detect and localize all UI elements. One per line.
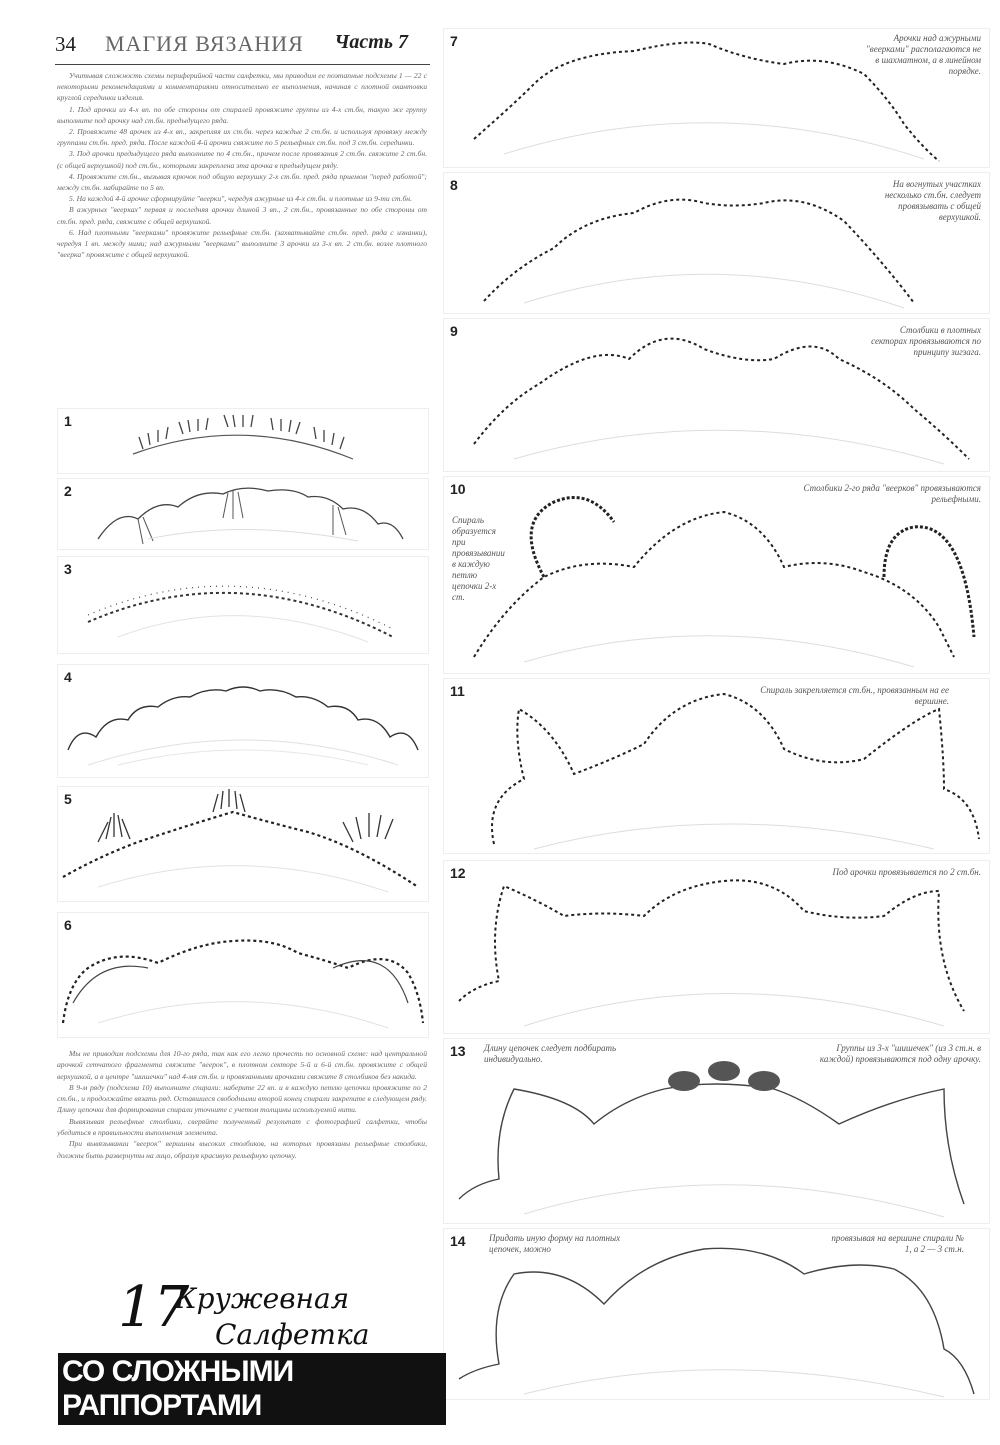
panel-number: 5 <box>64 791 72 807</box>
crochet-diagram <box>58 479 428 549</box>
diagram-panel-9 <box>443 318 990 472</box>
panel-note: провязывая на вершине спирали № 1, а 2 — 3 ст.н. <box>831 1233 964 1254</box>
panel-note: На вогнутых участках несколько ст.бн. следует провязывать с общей верхушкой. <box>884 179 981 222</box>
panel-note: Группы из 3-х "шишечек" (из 3 ст.н. в каждой) провязываются под одну арочку. <box>819 1043 981 1064</box>
panel-number: 8 <box>450 177 458 193</box>
bottom-text <box>57 1048 427 1280</box>
paragraph: 6. Над плотными "веерками" провяжите рельефные ст.бн. (захватывайте ст.бн. пред. ряда с изнанки), чередуя 1 вп. между ними; над ажурными "веерками" выполните 3 арочки из 3-х вп. 2 ст.бн. возле плотного "веерка" провяжите с общей верхушкой. <box>57 227 427 260</box>
crochet-diagram <box>58 557 428 653</box>
crochet-diagram <box>58 787 428 901</box>
diagram-panel-3 <box>57 556 429 654</box>
panel-note-left: Придать иную форму на плотных цепочек, можно <box>489 1233 621 1254</box>
panel-number: 10 <box>450 481 466 497</box>
panel-number: 13 <box>450 1043 466 1059</box>
title-line-1: Кружевная <box>175 1282 350 1315</box>
paragraph: При вывязывании "веерок" вершины высоких столбиков, на которых провязаны рельефные столбики, должны быть развернуты на лицо, образуя красивую рельефную цепочку. <box>57 1139 427 1160</box>
paragraph: Мы не приводим подсхемы для 10-го ряда, так как его легко прочесть по основной схеме: над центральной арочкой сетчатого фрагмента свяжите "веерок", в плотном секторе 5-й и 6-й ст.бн. провяжите с общей верхушкой, а в центре "шишечки" над 4-мя ст.бн. и провязанными арочками свяжите 8 столбиков без накида. <box>57 1049 427 1081</box>
magazine-title: МАГИЯ ВЯЗАНИЯ <box>105 31 304 56</box>
diagram-panel-10 <box>443 476 990 674</box>
crochet-diagram <box>58 409 428 473</box>
diagram-panel-1 <box>57 408 429 474</box>
panel-note: Спираль закрепляется ст.бн., провязанным на ее вершине. <box>760 685 949 706</box>
diagram-panel-4 <box>57 664 429 778</box>
panel-number: 12 <box>450 865 466 881</box>
panel-number: 1 <box>64 413 72 429</box>
intro-text <box>57 70 427 400</box>
panel-number: 7 <box>450 33 458 49</box>
panel-number: 4 <box>64 669 72 685</box>
title-number: 17 <box>118 1275 190 1340</box>
panel-number: 3 <box>64 561 72 577</box>
panel-number: 11 <box>450 683 465 699</box>
page-header <box>55 28 430 65</box>
panel-note: Столбики 2-го ряда "веерков" провязываются рельефными. <box>803 483 981 504</box>
diagram-panel-14 <box>443 1228 990 1400</box>
paragraph: 5. На каждой 4-й арочке сформируйте "веерки", чередуя ажурные из 4-х ст.бн. и плотные из 9-ти ст.бн. <box>69 194 412 204</box>
diagram-panel-11 <box>443 678 990 854</box>
paragraph: 1. Под арочки из 4-х вп. по обе стороны от спиралей провяжите группы из 4-х ст.бн, такую же группу выполните под арочку над ст.бн. предыдущего ряда. <box>57 104 427 125</box>
panel-side-note: Спираль образуется при провязывании в каждую петлю цепочки 2-х ст. <box>452 515 505 602</box>
panel-note: Арочки над ажурными "веерками" располагаются не в шахматном, а в линейном порядке. <box>866 33 981 76</box>
diagram-panel-7 <box>443 28 990 168</box>
crochet-diagram <box>444 477 989 673</box>
diagram-panel-2 <box>57 478 429 550</box>
diagram-panel-5 <box>57 786 429 902</box>
title-line-2: Салфетка <box>215 1318 370 1351</box>
paragraph: В 9-м ряду (подсхема 10) выполните спирали: наберите 22 вп. и в каждую петлю цепочки провяжите по 2 ст.бн., и продолжайте вязать ряд. Оставшиеся свободными второй конец спирали закрепите в следующем ряду. Длину цепочки для формирования спирали уточните с учетом толщины используемой нити. <box>57 1082 427 1115</box>
diagram-panel-13 <box>443 1038 990 1224</box>
part-label: Часть 7 <box>334 31 408 53</box>
title-line-3: СО СЛОЖНЫМИ РАППОРТАМИ <box>58 1353 446 1425</box>
paragraph: Вывязывая рельефные столбики, сверяйте полученный результат с фотографией салфетки, чтобы убедиться в правильности выполнения элемента. <box>57 1116 427 1138</box>
diagram-panel-8 <box>443 172 990 314</box>
diagram-panel-12 <box>443 860 990 1034</box>
crochet-diagram <box>444 861 989 1033</box>
crochet-diagram <box>58 913 428 1037</box>
paragraph: 4. Провяжите ст.бн., вызывая крючок под общую верхушку 2-х ст.бн. пред. ряда приемом "перед работой"; между ст.бн. набирайте по 5 вп. <box>57 171 427 193</box>
paragraph: 2. Провяжите 48 арочек из 4-х вп., закрепляя их ст.бн. через каждые 2 ст.бн. и используя провязку между группами ст.бн. пред. ряда. После каждой 4-й арочки свяжите по 5 рельефных ст.бн. под 3 ст.бн. серединки. <box>57 127 427 148</box>
paragraph: В ажурных "веерках" первая и последняя арочки длиной 3 вп., 2 ст.бн., провязанные по обе стороны от ст.бн. пред. ряда, свяжите с общей верхушкой. <box>57 205 427 226</box>
paragraph: Учитывая сложность схемы периферийной части салфетки, мы приводим ее поэтапные подсхемы 1 — 22 с некоторыми рекомендациями и комментариями относительно ее выполнения, начиная с плотной окантовки круглой серединки изделия. <box>57 71 427 103</box>
crochet-diagram <box>444 1039 989 1223</box>
panel-note: Под арочки провязывается по 2 ст.бн. <box>832 867 981 877</box>
panel-number: 6 <box>64 917 72 933</box>
panel-number: 14 <box>450 1233 466 1249</box>
diagram-panel-6 <box>57 912 429 1038</box>
paragraph: 3. Под арочки предыдущего ряда выполните по 4 ст.бн., причем после провязания 2 ст.бн. свяжите 2 ст.бн. (с общей верхушкой) под ст.бн., которыми закреплена эта арочка в предыдущем ряду. <box>57 149 427 170</box>
panel-note: Столбики в плотных секторах провязываются по принципу зигзага. <box>871 325 981 357</box>
page-number: 34 <box>55 32 76 56</box>
panel-number: 9 <box>450 323 458 339</box>
panel-number: 2 <box>64 483 72 499</box>
panel-note-left: Длину цепочек следует подбирать индивидуально. <box>484 1043 617 1064</box>
crochet-diagram <box>58 665 428 777</box>
